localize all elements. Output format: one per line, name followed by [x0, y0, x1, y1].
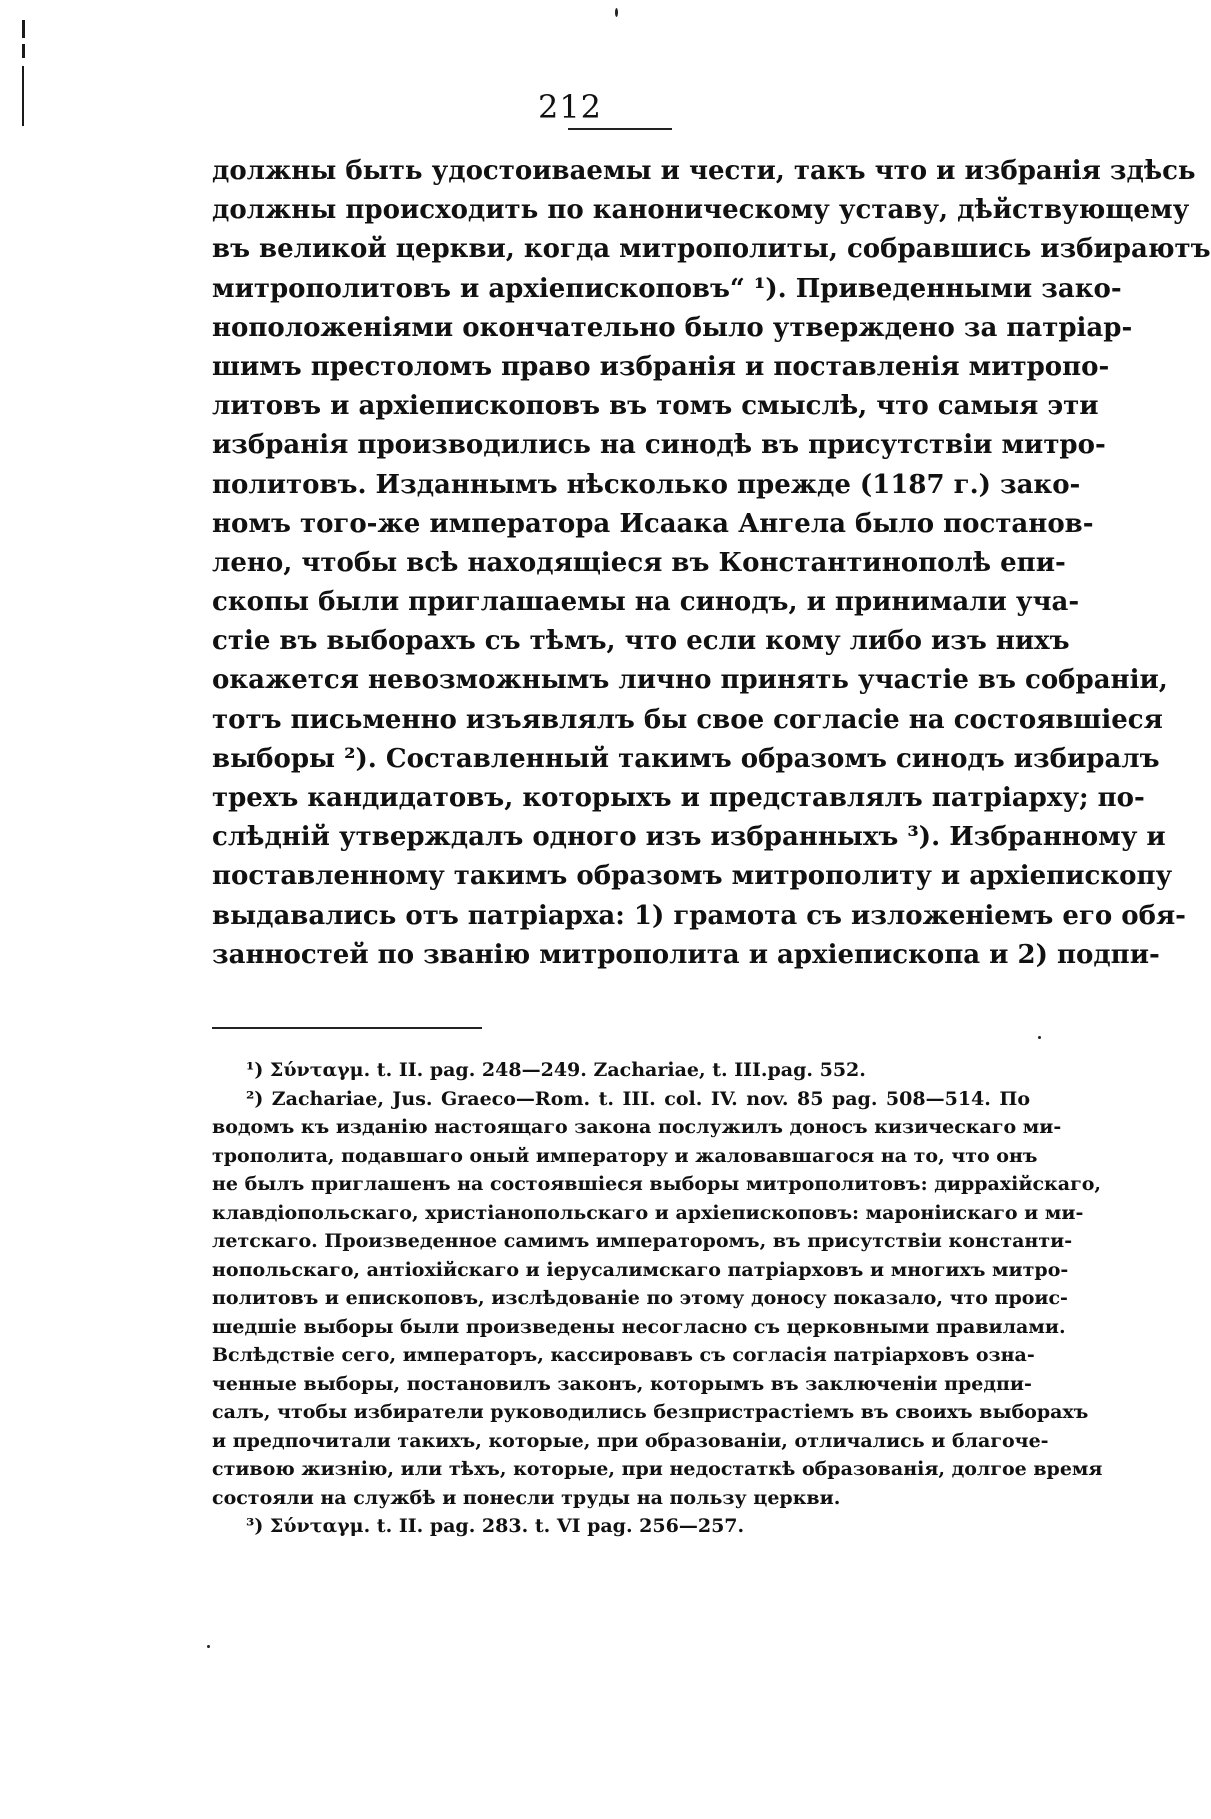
text-line: избранія производились на синодѣ въ присутствіи митро- — [212, 430, 1106, 461]
text-line: занностей по званію митрополита и архіепископа и 2) подпи- — [212, 939, 1160, 970]
print-speck — [615, 8, 618, 17]
footnote-3: ³) Σύνταγμ. t. II. pag. 283. t. VI pag. 256—257. — [246, 1515, 745, 1537]
text-line: шимъ престоломъ право избранія и поставленія митропо- — [212, 351, 1110, 382]
text-line: литовъ и архіепископовъ въ томъ смыслѣ, что самыя эти — [212, 391, 1099, 422]
footnote-2-line: ²) Zachariae, Jus. Graeco—Rom. t. III. col. IV. nov. 85 pag. 508—514. По — [246, 1087, 1030, 1110]
main-text-block — [212, 152, 1211, 975]
text-line: ноположеніями окончательно было утверждено за патріар- — [212, 312, 1133, 343]
text-line: выборы ²). Составленный такимъ образомъ синодъ избиралъ — [212, 743, 1160, 774]
footnote-2-line: водомъ къ изданію настоящаго закона послужилъ доносъ кизическаго ми- — [212, 1116, 1062, 1138]
text-line: митрополитовъ и архіепископовъ“ ¹). Приведенными зако- — [212, 273, 1122, 304]
text-line: трехъ кандидатовъ, которыхъ и представлялъ патріарху; по- — [212, 783, 1145, 813]
footnotes-block — [212, 1056, 1103, 1541]
text-line: должны быть удостоиваемы и чести, такъ что и избранія здѣсь — [212, 156, 1196, 186]
footnote-separator — [212, 1027, 482, 1029]
footnote-2-line: летскаго. Произведенное самимъ императоромъ, въ присутствіи константи- — [212, 1230, 1073, 1252]
footnote-2-line: состояли на службѣ и понесли труды на пользу церкви. — [212, 1486, 841, 1509]
footnote-2-line: клавдіопольскаго, христіанопольскаго и архіепископовъ: мароніискаго и ми- — [212, 1201, 1084, 1224]
footnote-1: ¹) Σύνταγμ. t. II. pag. 248—249. Zachariae, t. III.pag. 552. — [246, 1059, 866, 1081]
footnote-2-line: и предпочитали такихъ, которые, при образованіи, отличались и благоче- — [212, 1429, 1049, 1452]
page-number-underline — [568, 128, 672, 130]
footnote-2-line: шедшіе выборы были произведены несогласно съ церковными правилами. — [212, 1315, 1066, 1338]
text-line: окажется невозможнымъ лично принять участіе въ собраніи, — [212, 665, 1168, 696]
footnote-2-line: нопольскаго, антіохійскаго и іерусалимскаго патріарховъ и многихъ митро- — [212, 1258, 1069, 1281]
footnote-2-line: трополита, подавшаго оный императору и жаловавшагося на то, что онъ — [212, 1144, 1038, 1167]
footnote-2-line: ченные выборы, постановилъ законъ, которымъ въ заключеніи предпи- — [212, 1372, 1032, 1395]
text-line: тотъ письменно изъявлялъ бы свое согласіе на состоявшіеся — [212, 704, 1163, 735]
footnote-2-line: салъ, чтобы избиратели руководились безпристрастіемъ въ своихъ выборахъ — [212, 1401, 1089, 1423]
binding-edge-mark — [22, 20, 25, 38]
footnote-2-line: стивою жизнію, или тѣхъ, которые, при недостаткѣ образованія, долгое время — [212, 1458, 1103, 1480]
text-line: политовъ. Изданнымъ нѣсколько прежде (1187 г.) зако- — [212, 469, 1081, 500]
text-line: скопы были приглашаемы на синодъ, и принимали уча- — [212, 587, 1080, 618]
footnote-2-line: политовъ и епископовъ, изслѣдованіе по этому доносу показало, что проис- — [212, 1287, 1068, 1309]
text-line: выдавались отъ патріарха: 1) грамота съ изложеніемъ его обя- — [212, 900, 1186, 931]
print-speck — [207, 1645, 210, 1648]
text-line: поставленному такимъ образомъ митрополиту и архіепископу — [212, 861, 1173, 892]
page-number: 212 — [537, 88, 603, 126]
binding-edge-mark — [22, 44, 25, 58]
footnote-2-line: не былъ приглашенъ на состоявшіеся выборы митрополитовъ: диррахійскаго, — [212, 1173, 1102, 1195]
footnote-2-line: Вслѣдствіе сего, императоръ, кассировавъ съ согласія патріарховъ озна- — [212, 1344, 1035, 1366]
text-line: слѣдній утверждалъ одного изъ избранныхъ ³). Избранному и — [212, 822, 1166, 853]
text-line: должны происходить по каноническому уставу, дѣйствующему — [212, 195, 1190, 226]
text-line: стіе въ выборахъ съ тѣмъ, что если кому либо изъ нихъ — [212, 626, 1070, 657]
text-line: номъ того-же императора Исаака Ангела было постанов- — [212, 508, 1094, 539]
print-speck — [1038, 1036, 1041, 1039]
text-line: въ великой церкви, когда митрополиты, собравшись избираютъ — [212, 234, 1211, 265]
text-line: лено, чтобы всѣ находящіеся въ Константинополѣ епи- — [212, 547, 1066, 578]
